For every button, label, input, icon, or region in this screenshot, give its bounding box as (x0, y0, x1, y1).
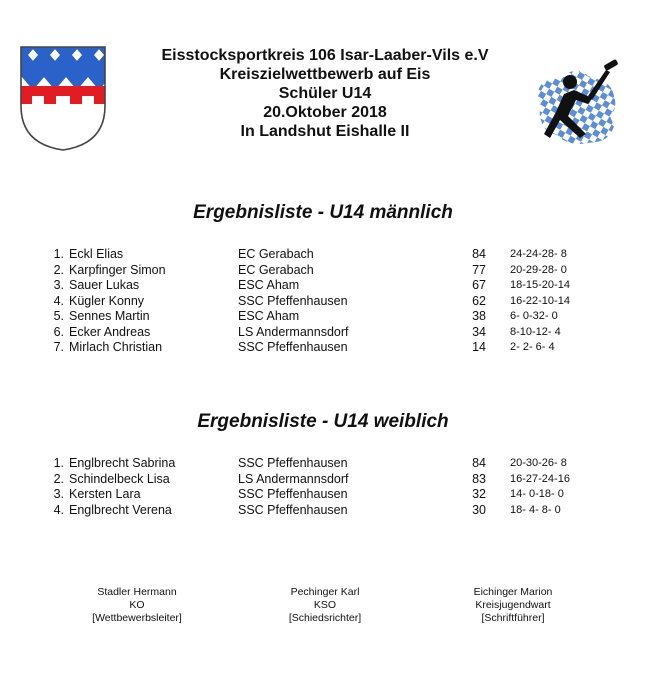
rank: 1. (53, 247, 64, 261)
round-scores: 8-10-12- 4 (510, 325, 561, 338)
player-name: Eckl Elias (69, 247, 124, 261)
signature-function: [Schriftführer] (481, 612, 545, 624)
round-scores: 24-24-28- 8 (510, 248, 567, 260)
signature-function: [Wettbewerbsleiter] (92, 612, 182, 624)
points: 14 (472, 340, 486, 354)
header-location: In Landshut Eishalle II (240, 123, 410, 140)
club: EC Gerabach (238, 262, 314, 277)
signature-name: Stadler Hermann (97, 586, 177, 598)
club: SSC Pfeffenhausen (238, 487, 348, 501)
points: 38 (472, 309, 486, 323)
document-header (110, 46, 540, 141)
header-date: 20.Oktober 2018 (263, 104, 387, 121)
signature-function: [Schiedsrichter] (288, 612, 362, 624)
table-row (0, 340, 646, 356)
table-row (0, 309, 646, 325)
rank: 4. (53, 502, 64, 517)
results-male (0, 247, 646, 356)
table-row (0, 278, 646, 294)
points: 84 (472, 247, 486, 261)
round-scores: 20-29-28- 0 (510, 263, 567, 276)
rank: 2. (53, 262, 64, 277)
points: 67 (472, 278, 486, 292)
section-title-male: Ergebnisliste - U14 männlich (193, 202, 453, 223)
points: 30 (472, 502, 486, 517)
signature-name: Eichinger Marion (473, 586, 553, 598)
club: ESC Aham (238, 278, 300, 292)
table-row (0, 472, 646, 488)
header-competition: Kreiszielwettbewerb auf Eis (219, 66, 431, 83)
curling-player-icon (530, 50, 620, 150)
points: 32 (472, 487, 486, 501)
rank: 5. (53, 309, 64, 323)
club: SSC Pfeffenhausen (238, 340, 348, 354)
signature-name: Pechinger Karl (290, 586, 360, 598)
section-title-female: Ergebnisliste - U14 weiblich (197, 411, 449, 432)
table-row (0, 456, 646, 472)
club: SSC Pfeffenhausen (238, 456, 348, 470)
signature-role: Kreisjugendwart (475, 599, 551, 611)
club: ESC Aham (238, 309, 300, 323)
signature-schriftfuehrer (428, 586, 598, 625)
player-name: Schindelbeck Lisa (69, 471, 170, 486)
player-name: Englbrecht Sabrina (69, 456, 176, 470)
round-scores: 2- 2- 6- 4 (510, 341, 555, 353)
round-scores: 16-27-24-16 (510, 472, 570, 485)
signature-schiedsrichter (240, 586, 410, 625)
table-row (0, 325, 646, 341)
results-female (0, 456, 646, 518)
points: 34 (472, 324, 486, 339)
player-name: Kersten Lara (69, 487, 141, 501)
signature-role: KSO (313, 599, 337, 611)
club: SSC Pfeffenhausen (238, 502, 348, 517)
points: 62 (472, 293, 486, 308)
club: LS Andermannsdorf (238, 471, 349, 486)
club: SSC Pfeffenhausen (238, 293, 348, 308)
player-name: Kügler Konny (69, 293, 145, 308)
club: LS Andermannsdorf (238, 324, 349, 339)
rank: 6. (53, 324, 64, 339)
coat-of-arms-icon (18, 44, 108, 152)
table-row (0, 263, 646, 279)
signature-role: KO (129, 599, 145, 611)
club: EC Gerabach (238, 247, 314, 261)
round-scores: 6- 0-32- 0 (510, 310, 558, 322)
player-name: Ecker Andreas (69, 324, 151, 339)
rank: 1. (53, 456, 64, 470)
player-name: Sauer Lukas (69, 278, 140, 292)
table-row (0, 487, 646, 503)
points: 77 (472, 262, 486, 277)
round-scores: 20-30-26- 8 (510, 457, 567, 469)
signature-wettbewerbsleiter (52, 586, 222, 625)
player-name: Sennes Martin (69, 309, 150, 323)
table-row (0, 247, 646, 263)
header-category: Schüler U14 (278, 85, 372, 102)
points: 84 (472, 456, 486, 470)
table-row (0, 503, 646, 519)
round-scores: 14- 0-18- 0 (510, 488, 564, 500)
player-name: Englbrecht Verena (69, 502, 172, 517)
round-scores: 16-22-10-14 (510, 294, 570, 307)
rank: 7. (53, 340, 64, 354)
header-club: Eisstocksportkreis 106 Isar-Laaber-Vils e.V (161, 47, 489, 64)
round-scores: 18- 4- 8- 0 (510, 503, 561, 516)
rank: 3. (53, 278, 64, 292)
rank: 3. (53, 487, 64, 501)
rank: 4. (53, 293, 64, 308)
rank: 2. (53, 471, 64, 486)
table-row (0, 294, 646, 310)
round-scores: 18-15-20-14 (510, 279, 570, 291)
player-name: Karpfinger Simon (69, 262, 166, 277)
points: 83 (472, 471, 486, 486)
player-name: Mirlach Christian (69, 340, 163, 354)
